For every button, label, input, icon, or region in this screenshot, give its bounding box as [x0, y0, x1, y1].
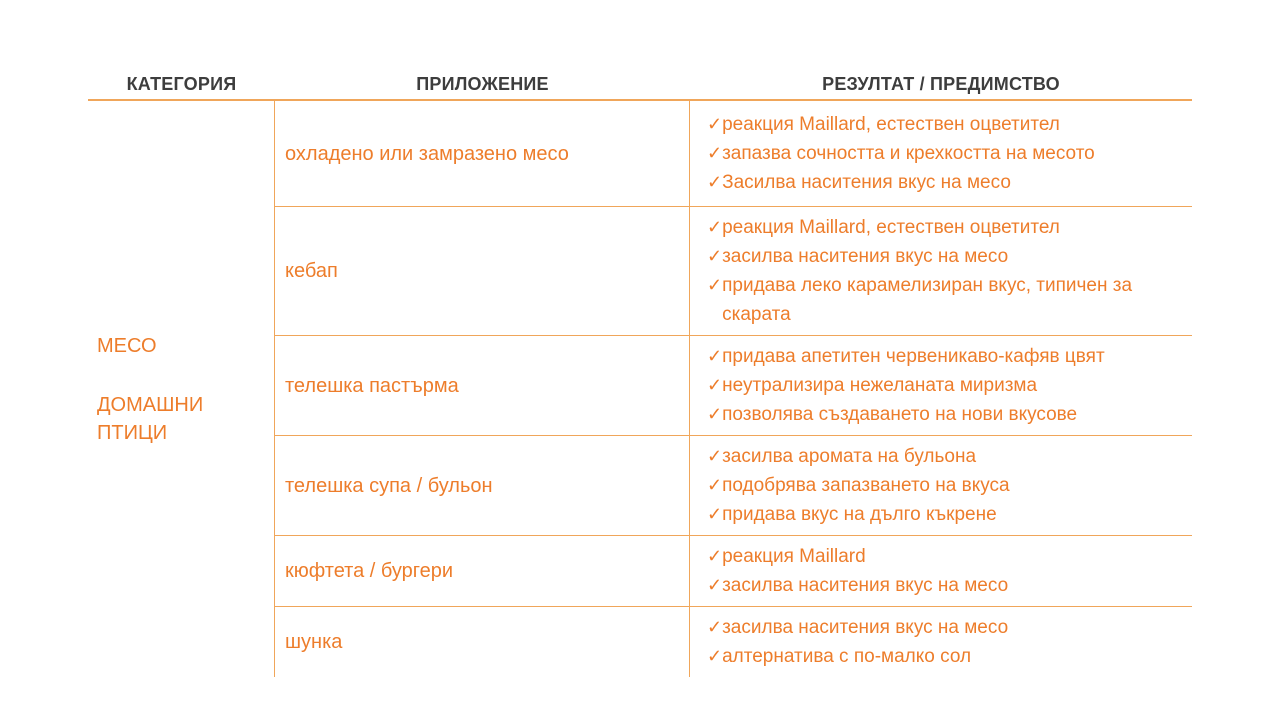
benefit-item — [690, 371, 1184, 400]
application-cell — [275, 207, 690, 335]
benefit-item — [690, 542, 1184, 571]
check-icon: ✓ — [707, 404, 723, 424]
application-label: кюфтета / бургери — [285, 560, 454, 582]
application-label: кебап — [285, 260, 338, 282]
category-poultry-label: ДОМАШНИ ПТИЦИ — [97, 393, 204, 444]
benefits-cell — [690, 101, 1192, 206]
benefit-item — [690, 613, 1184, 642]
header-application: ПРИЛОЖЕНИЕ — [416, 74, 549, 94]
benefit-text: засилва наситения вкус на месо — [722, 617, 1009, 638]
benefit-text: придава леко карамелизиран вкус, типичен за скарата — [722, 275, 1133, 325]
benefit-item — [690, 213, 1184, 242]
application-label: шунка — [285, 631, 343, 653]
application-cell — [275, 336, 690, 435]
table-rows — [275, 101, 1192, 677]
check-icon: ✓ — [707, 504, 723, 524]
benefit-text: придава апетитен червеникаво-кафяв цвят — [722, 346, 1105, 367]
table-row — [275, 207, 1192, 336]
benefit-text: алтернатива с по-малко сол — [722, 646, 972, 667]
benefits-cell — [690, 207, 1192, 335]
table-row — [275, 607, 1192, 677]
benefit-text: засилва аромата на бульона — [722, 446, 977, 467]
application-cell — [275, 536, 690, 606]
table-row — [275, 436, 1192, 536]
benefit-text: засилва наситения вкус на месо — [722, 575, 1009, 596]
benefit-text: подобрява запазването на вкуса — [722, 475, 1010, 496]
benefit-item — [690, 400, 1184, 429]
check-icon: ✓ — [707, 275, 723, 295]
header-result: РЕЗУЛТАТ / ПРЕДИМСТВО — [822, 74, 1060, 94]
application-label: охладено или замразено месо — [285, 142, 569, 165]
check-icon: ✓ — [707, 114, 723, 134]
benefits-cell — [690, 336, 1192, 435]
application-label: телешка супа / бульон — [285, 474, 493, 497]
table-row — [275, 101, 1192, 207]
benefits-cell — [690, 536, 1192, 606]
category-table — [88, 70, 1192, 677]
benefit-item — [690, 242, 1184, 271]
benefit-text: запазва сочността и крехкостта на месото — [722, 143, 1095, 164]
benefit-item — [690, 342, 1184, 371]
check-icon: ✓ — [707, 172, 723, 192]
benefit-item — [690, 571, 1184, 600]
check-icon: ✓ — [707, 475, 723, 495]
check-icon: ✓ — [707, 246, 723, 266]
benefit-item — [690, 442, 1184, 471]
application-cell — [275, 101, 690, 206]
benefit-text: Засилва наситения вкус на месо — [722, 172, 1011, 193]
benefit-item — [690, 500, 1184, 529]
check-icon: ✓ — [707, 546, 723, 566]
benefit-text: реакция Maillard — [722, 546, 866, 567]
benefits-cell — [690, 436, 1192, 535]
check-icon: ✓ — [707, 143, 723, 163]
benefit-text: засилва наситения вкус на месо — [722, 246, 1009, 267]
benefit-text: позволява създаването на нови вкусове — [722, 404, 1078, 425]
table-header-row — [88, 70, 1192, 101]
check-icon: ✓ — [707, 617, 723, 637]
category-cell — [88, 101, 275, 677]
table-row — [275, 536, 1192, 607]
application-cell — [275, 607, 690, 677]
table-row — [275, 336, 1192, 436]
category-meat-label: МЕСО — [97, 334, 157, 357]
benefit-text: реакция Maillard, естествен оцветител — [722, 114, 1060, 135]
application-label: телешка пастърма — [285, 374, 459, 397]
benefit-item — [690, 642, 1184, 671]
check-icon: ✓ — [707, 646, 723, 666]
check-icon: ✓ — [707, 217, 723, 237]
benefits-cell — [690, 607, 1192, 677]
check-icon: ✓ — [707, 346, 723, 366]
benefit-item — [690, 271, 1184, 329]
benefit-text: придава вкус на дълго къкрене — [722, 504, 997, 525]
application-cell — [275, 436, 690, 535]
benefit-item — [690, 139, 1184, 168]
table-body — [88, 101, 1192, 677]
check-icon: ✓ — [707, 575, 723, 595]
check-icon: ✓ — [707, 446, 723, 466]
benefit-item — [690, 110, 1184, 139]
header-category: КАТЕГОРИЯ — [126, 74, 237, 94]
benefit-item — [690, 471, 1184, 500]
benefit-text: неутрализира нежеланата миризма — [722, 375, 1038, 396]
benefit-text: реакция Maillard, естествен оцветител — [722, 217, 1060, 238]
benefit-item — [690, 168, 1184, 197]
check-icon: ✓ — [707, 375, 723, 395]
